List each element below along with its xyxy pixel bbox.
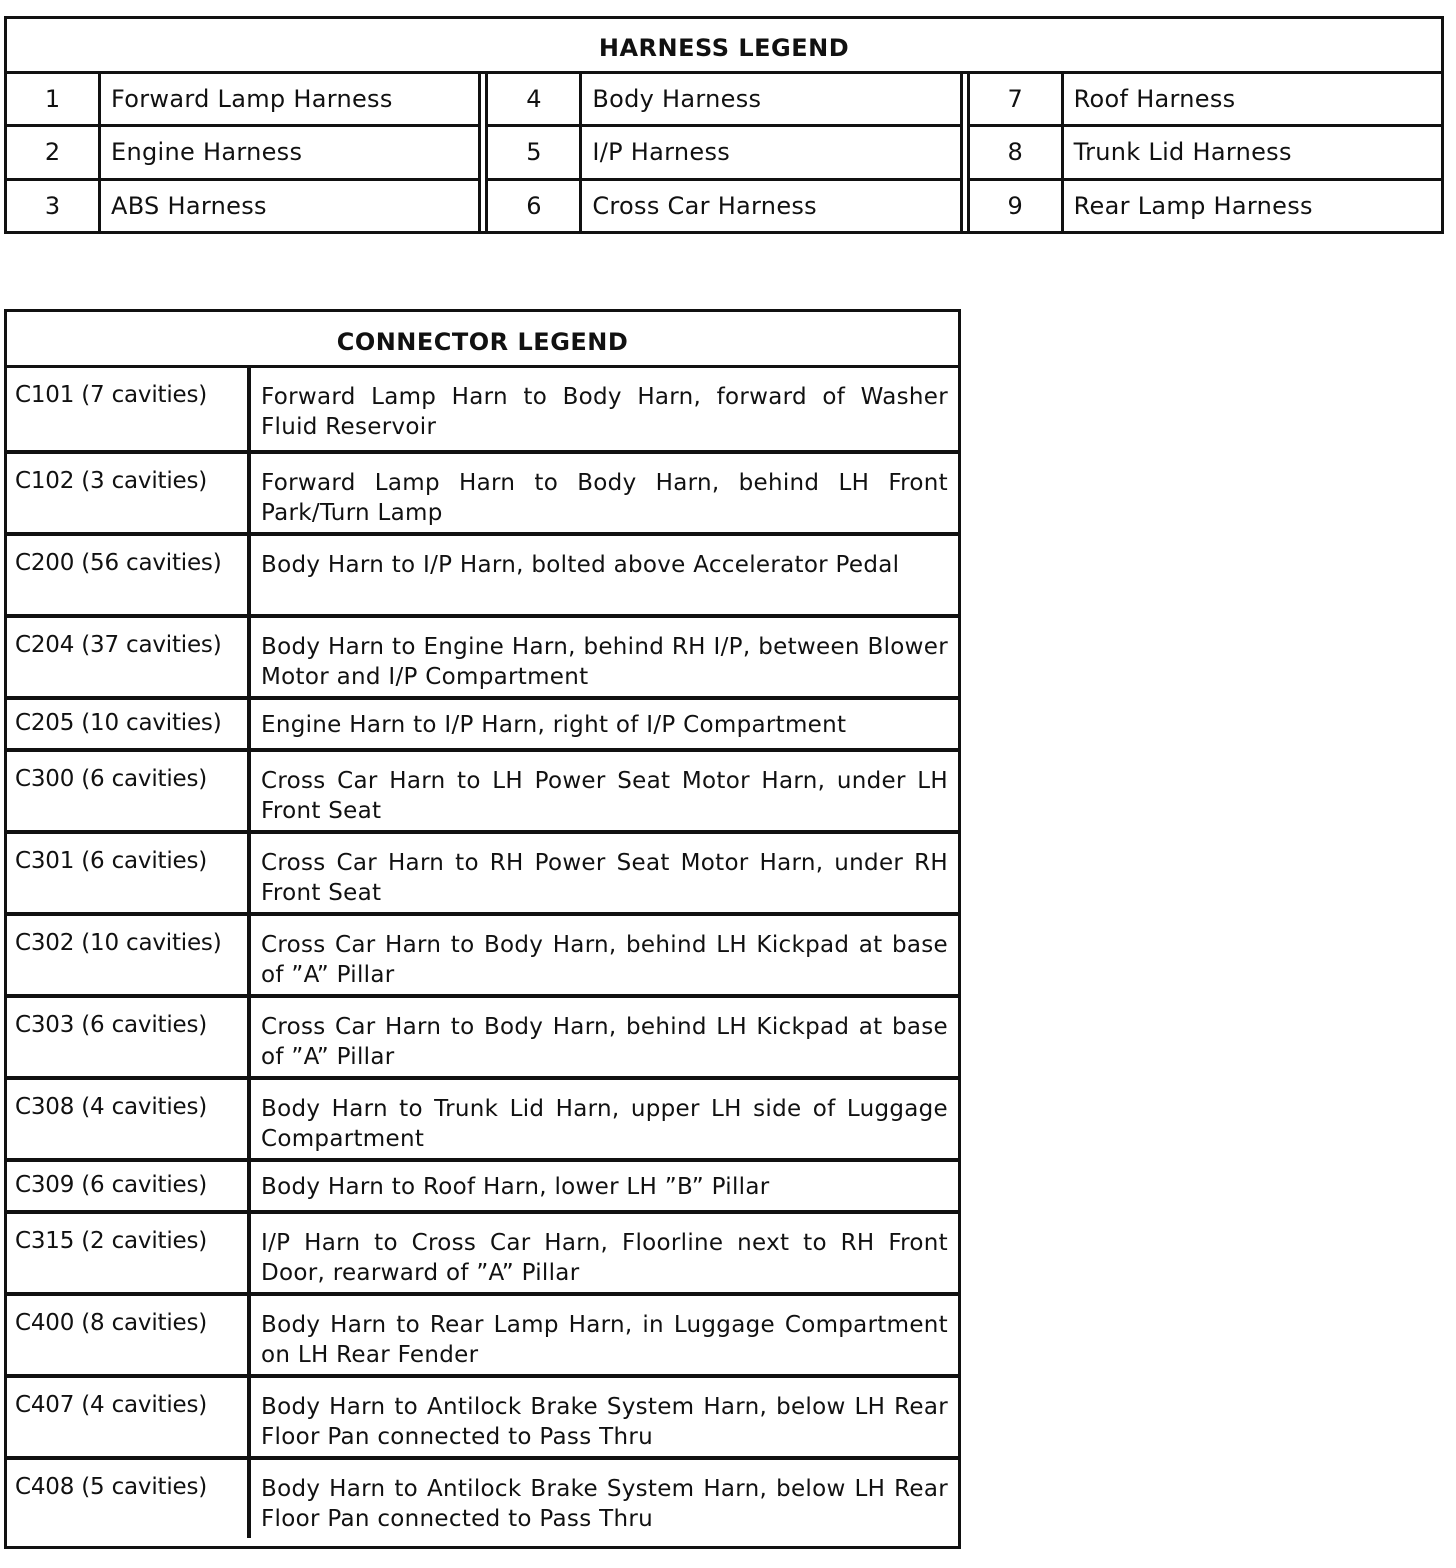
- connector-description: Cross Car Harn to LH Power Seat Motor Harn, under LH Front Seat: [261, 768, 948, 824]
- harness-number: 3: [7, 181, 101, 231]
- harness-number: 6: [488, 181, 582, 231]
- harness-name: Engine Harness: [111, 138, 303, 167]
- connector-description: Body Harn to Trunk Lid Harn, upper LH side of Luggage Compartment: [261, 1096, 948, 1152]
- harness-row: [970, 124, 1441, 177]
- connector-id: C407 (4 cavities): [7, 1378, 251, 1456]
- harness-name: ABS Harness: [111, 191, 267, 220]
- harness-row: [488, 178, 959, 231]
- harness-number: 4: [488, 74, 582, 124]
- connector-id: C102 (3 cavities): [7, 454, 251, 532]
- harness-name: Forward Lamp Harness: [111, 85, 393, 114]
- connector-id: C309 (6 cavities): [7, 1162, 251, 1210]
- connector-legend-table: [4, 309, 961, 1549]
- connector-description: Body Harn to Antilock Brake System Harn, below LH Rear Floor Pan connected to Pass Thru: [261, 1476, 948, 1532]
- harness-number: 1: [7, 74, 101, 124]
- connector-row: [7, 748, 958, 830]
- connector-description: Body Harn to Engine Harn, behind RH I/P, between Blower Motor and I/P Compartment: [261, 634, 948, 690]
- harness-group-1: [7, 74, 478, 231]
- connector-row: [7, 912, 958, 994]
- connector-description: Cross Car Harn to Body Harn, behind LH Kickpad at base of ”A” Pillar: [261, 1014, 948, 1070]
- harness-name: Trunk Lid Harness: [1073, 138, 1292, 167]
- connector-id: C205 (10 cavities): [7, 700, 251, 748]
- harness-row: [970, 178, 1441, 231]
- connector-row: [7, 368, 958, 450]
- harness-row: [970, 74, 1441, 124]
- connector-description: Body Harn to Roof Harn, lower LH ”B” Pillar: [261, 1174, 770, 1200]
- connector-id: C101 (7 cavities): [7, 368, 251, 450]
- connector-row: [7, 1374, 958, 1456]
- harness-row: [488, 124, 959, 177]
- harness-number: 9: [970, 181, 1064, 231]
- connector-row: [7, 994, 958, 1076]
- connector-row: [7, 696, 958, 748]
- harness-row: [488, 74, 959, 124]
- harness-group-2: [478, 74, 959, 231]
- harness-legend-groups: [7, 74, 1441, 231]
- harness-number: 8: [970, 127, 1064, 177]
- connector-row: [7, 450, 958, 532]
- connector-id: C204 (37 cavities): [7, 618, 251, 696]
- connector-id: C408 (5 cavities): [7, 1460, 251, 1538]
- connector-description: Forward Lamp Harn to Body Harn, forward of Washer Fluid Reservoir: [261, 384, 948, 440]
- connector-row: [7, 1158, 958, 1210]
- connector-id: C308 (4 cavities): [7, 1080, 251, 1158]
- harness-row: [7, 124, 478, 177]
- harness-number: 2: [7, 127, 101, 177]
- connector-id: C200 (56 cavities): [7, 536, 251, 614]
- harness-group-3: [960, 74, 1441, 231]
- harness-name: Cross Car Harness: [592, 191, 817, 220]
- connector-row: [7, 1076, 958, 1158]
- connector-id: C300 (6 cavities): [7, 752, 251, 830]
- connector-description: Cross Car Harn to Body Harn, behind LH Kickpad at base of ”A” Pillar: [261, 932, 948, 988]
- connector-row: [7, 532, 958, 614]
- connector-row: [7, 1456, 958, 1538]
- harness-row: [7, 74, 478, 124]
- connector-row: [7, 1292, 958, 1374]
- connector-description: Body Harn to Antilock Brake System Harn, below LH Rear Floor Pan connected to Pass Thru: [261, 1394, 948, 1450]
- connector-description: Engine Harn to I/P Harn, right of I/P Compartment: [261, 712, 847, 738]
- connector-description: Cross Car Harn to RH Power Seat Motor Harn, under RH Front Seat: [261, 850, 948, 906]
- connector-description: Forward Lamp Harn to Body Harn, behind LH Front Park/Turn Lamp: [261, 470, 948, 526]
- harness-name: Roof Harness: [1073, 85, 1236, 114]
- connector-id: C301 (6 cavities): [7, 834, 251, 912]
- connector-id: C302 (10 cavities): [7, 916, 251, 994]
- harness-legend-table: [4, 16, 1444, 234]
- connector-legend-title: CONNECTOR LEGEND: [7, 312, 958, 368]
- connector-id: C303 (6 cavities): [7, 998, 251, 1076]
- connector-description: Body Harn to I/P Harn, bolted above Accelerator Pedal: [261, 552, 900, 578]
- connector-row: [7, 1210, 958, 1292]
- connector-id: C315 (2 cavities): [7, 1214, 251, 1292]
- connector-row: [7, 830, 958, 912]
- connector-description: I/P Harn to Cross Car Harn, Floorline next to RH Front Door, rearward of ”A” Pillar: [261, 1230, 948, 1286]
- harness-number: 7: [970, 74, 1064, 124]
- connector-row: [7, 614, 958, 696]
- harness-name: Rear Lamp Harness: [1073, 191, 1313, 220]
- harness-row: [7, 178, 478, 231]
- harness-legend-title: HARNESS LEGEND: [7, 19, 1441, 74]
- harness-name: Body Harness: [592, 85, 762, 114]
- harness-number: 5: [488, 127, 582, 177]
- connector-id: C400 (8 cavities): [7, 1296, 251, 1374]
- harness-name: I/P Harness: [592, 138, 731, 167]
- connector-description: Body Harn to Rear Lamp Harn, in Luggage Compartment on LH Rear Fender: [261, 1312, 948, 1368]
